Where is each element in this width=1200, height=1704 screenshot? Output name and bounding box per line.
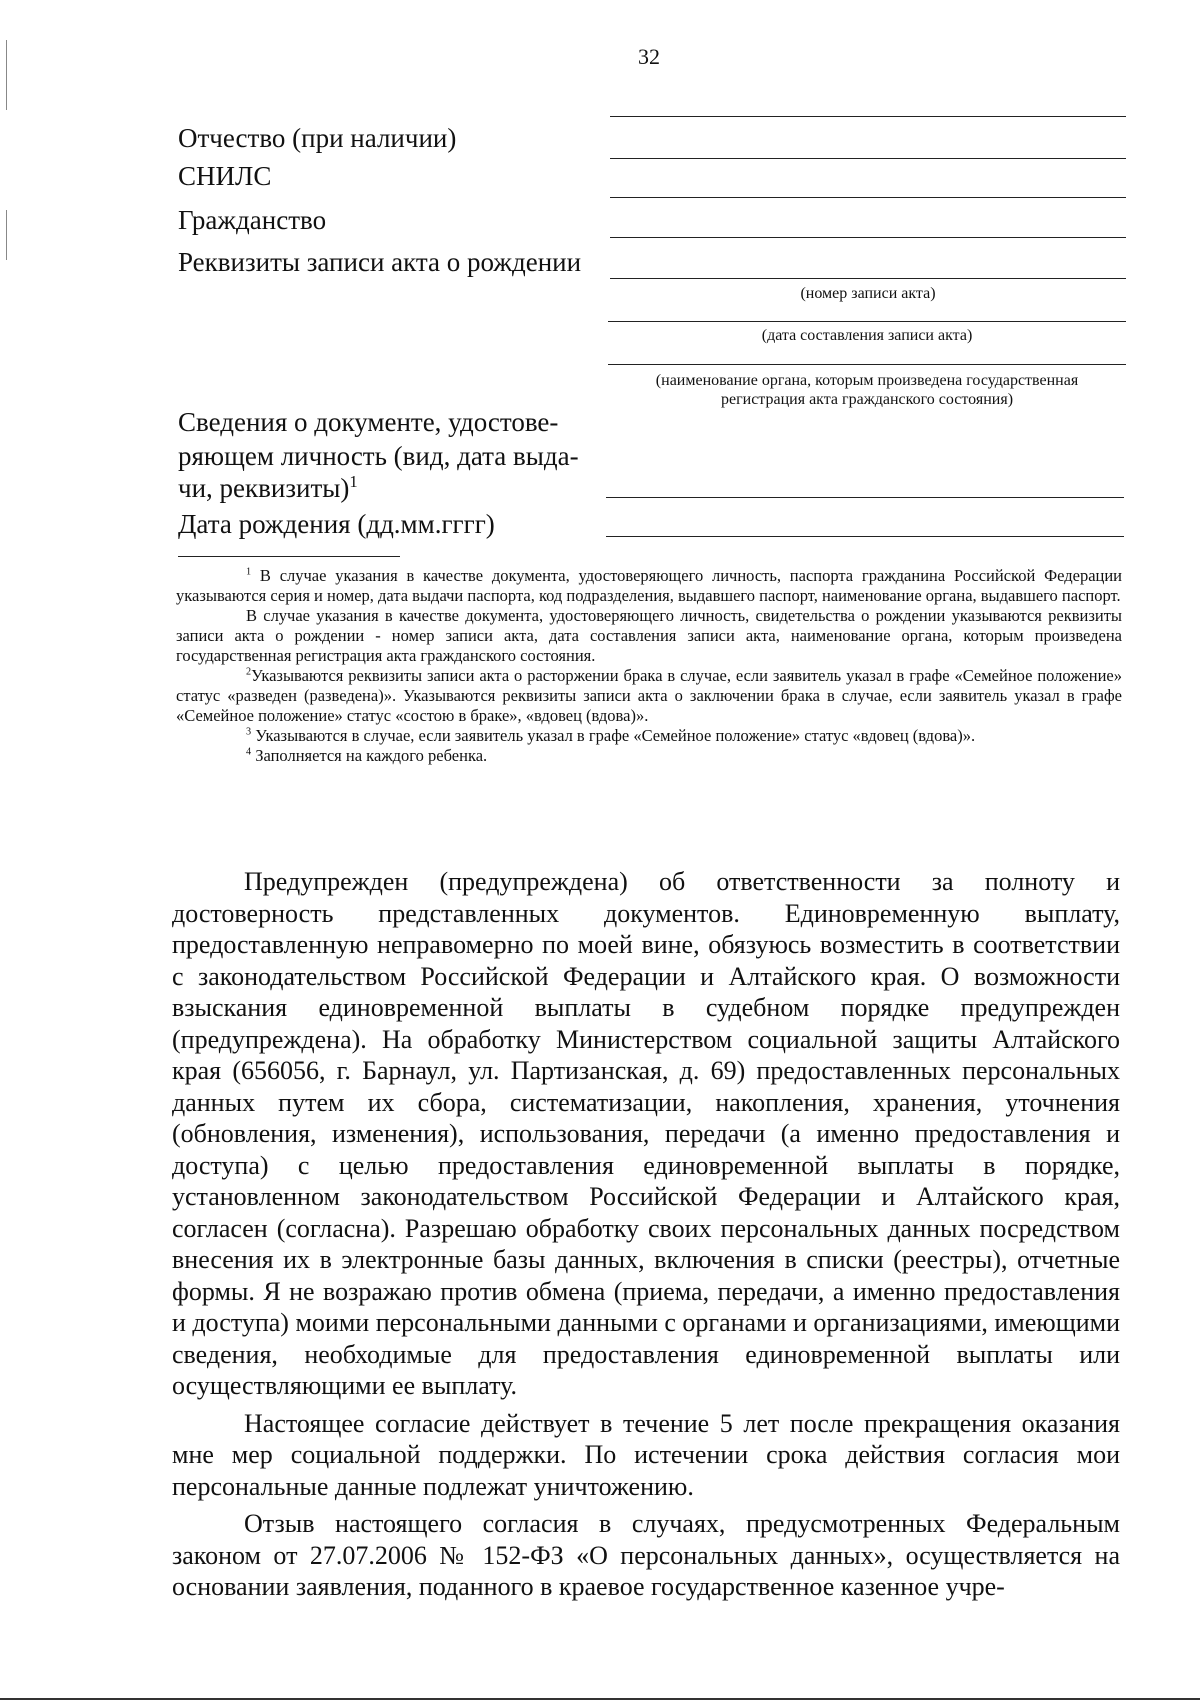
- footnote-separator: [178, 556, 400, 557]
- record-number-caption: (номер записи акта): [800, 285, 936, 302]
- snils-field-line[interactable]: [610, 197, 1126, 198]
- birth-record-label: Реквизиты записи акта о рождении: [178, 247, 582, 277]
- record-date-caption: (дата составления записи акта): [761, 327, 973, 344]
- consent-paragraph-2: Настоящее согласие действует в течение 5 лет после прекращения оказания мне мер социальной поддержки. По истечении срока действия согласия мои персональные данные подлежат уничтожению.: [172, 1408, 1120, 1501]
- footnote-1: [176, 566, 1122, 606]
- identity-doc-label-line3: [178, 472, 358, 504]
- record-number-field-line[interactable]: [610, 278, 1126, 279]
- footnote-2: [176, 666, 1122, 726]
- scan-edge-mark: [6, 40, 7, 110]
- page-number: 32: [638, 44, 660, 69]
- footnote-mark: 4: [246, 746, 252, 758]
- identity-doc-field-line[interactable]: [606, 497, 1124, 498]
- footnote-mark: 1: [246, 566, 252, 578]
- footnote-text: В случае указания в качестве документа, удостоверяющего личность, паспорта гражданина Российской Федерации указываются серия и номер, дата выдачи паспорта, код подразделения, выдавшего паспорт, наименование органа, выдавшего паспорт.: [176, 566, 1123, 605]
- identity-doc-label-line1: Сведения о документе, удостове-: [178, 407, 559, 437]
- snils-label: СНИЛС: [178, 161, 272, 191]
- scan-bottom-edge: [0, 1698, 1200, 1700]
- footnote-3: [176, 726, 1122, 746]
- record-date-field-line[interactable]: [608, 321, 1126, 322]
- footnote-mark: 3: [246, 726, 252, 738]
- otchestvo-field-line[interactable]: [610, 158, 1126, 159]
- footnote-4: [176, 746, 1122, 766]
- otchestvo-label: Отчество (при наличии): [178, 123, 457, 153]
- birth-date-label: Дата рождения (дд.мм.гггг): [178, 509, 495, 539]
- birth-date-field-line[interactable]: [606, 536, 1124, 537]
- footnote-mark: 2: [246, 666, 252, 678]
- footnotes: [176, 566, 1122, 766]
- footnote-text: Заполняется на каждого ребенка.: [255, 746, 488, 765]
- footnote-text: Указываются реквизиты записи акта о расторжении брака в случае, если заявитель указал в графе «Семейное положение» статус «разведен (разведена)». Указываются реквизиты записи акта о заключении брака в случае, если заявитель указал в графе «Семейное положение» статус «состою в браке», «вдовец (вдова)».: [176, 666, 1122, 725]
- footnote-1-continued: В случае указания в качестве документа, удостоверяющего личность, свидетельства о рождении указываются реквизиты записи акта о рождении - номер записи акта, дата составления записи акта, наименование органа, которым произведена государственная регистрация акта гражданского состояния.: [176, 606, 1122, 665]
- identity-doc-label-line2: ряющем личность (вид, дата выда-: [178, 441, 579, 471]
- citizenship-label: Гражданство: [178, 205, 327, 235]
- citizenship-field-line[interactable]: [610, 237, 1126, 238]
- fill-line[interactable]: [610, 116, 1126, 117]
- identity-doc-label-text: чи, реквизиты): [178, 473, 350, 503]
- authority-field-line[interactable]: [608, 364, 1126, 365]
- scan-edge-mark: [6, 210, 7, 260]
- consent-text: [172, 866, 1120, 1609]
- consent-paragraph-1: Предупрежден (предупреждена) об ответственности за полноту и достоверность представленных документов. Единовременную выплату, предоставленную неправомерно по моей вине, обязуюсь возместить в соответствии с законодательством Российской Федерации и Алтайского края. О возможности взыскания единовременной выплаты в судебном порядке предупрежден (предупреждена). На обработку Министерством социальной защиты Алтайского края (656056, г. Барнаул, ул. Партизанская, д. 69) предоставленных персональных данных путем их сбора, систематизации, накопления, хранения, уточнения (обновления, изменения), использования, передачи (а именно предоставления и доступа) с целью предоставления единовременной выплаты в порядке, установленном законодательством Российской Федерации и Алтайского края, согласен (согласна). Разрешаю обработку своих персональных данных посредством внесения их в электронные базы данных, включения в списки (реестры), отчетные формы. Я не возражаю против обмена (приема, передачи, а именно предоставления и доступа) моими персональными данными с органами и организациями, имеющими сведения, необходимые для предоставления единовременной выплаты или осуществляющими ее выплату.: [172, 867, 1120, 1400]
- consent-paragraph-3: Отзыв настоящего согласия в случаях, предусмотренных Федеральным законом от 27.07.2006 № 152-ФЗ «О персональных данных», осуществляется на основании заявления, поданного в краевое государственное казенное учре-: [172, 1509, 1120, 1601]
- authority-caption: (наименование органа, которым произведена государственная регистрация акта гражданского состояния): [655, 372, 1079, 408]
- footnote-text: Указываются в случае, если заявитель указал в графе «Семейное положение» статус «вдовец (вдова)».: [255, 726, 976, 745]
- footnote-ref: 1: [349, 472, 358, 491]
